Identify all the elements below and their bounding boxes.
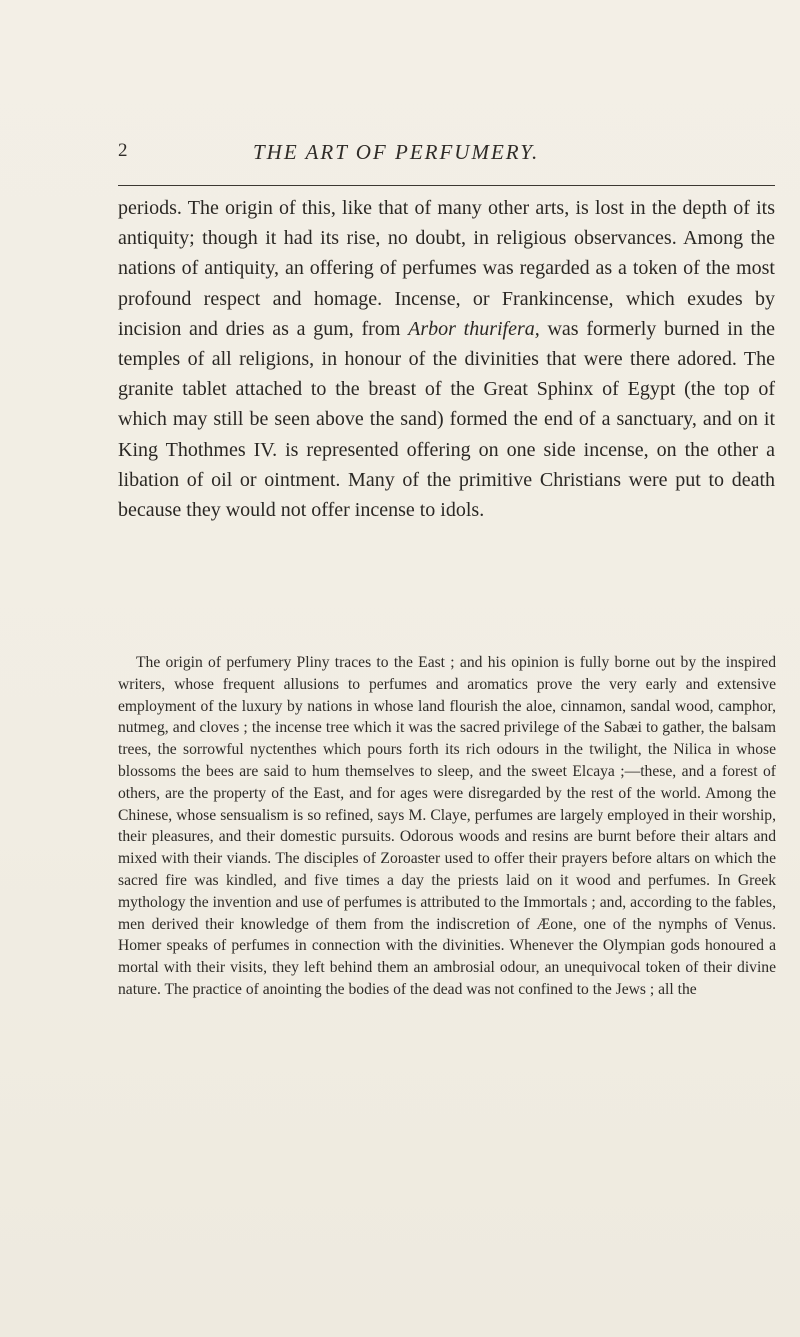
page-number: 2 bbox=[118, 140, 128, 161]
paragraph-main-italic: Arbor thurifera, bbox=[408, 317, 540, 340]
running-head bbox=[118, 140, 773, 170]
secondary-text-block bbox=[118, 652, 776, 1001]
main-text-block bbox=[118, 193, 775, 525]
paragraph-secondary: The origin of perfumery Pliny traces to the East ; and his opinion is fully borne out by the inspired writers, whose frequent allusions to perfumes and aromatics prove the very early and extensive employment of the luxury by nations in whose land flourish the aloe, cinnamon, sandal wood, camphor, nutmeg, and cloves ; the incense tree which it was the sacred privilege of the Sabæi to gather, the balsam trees, the sorrowful nyctenthes which pours forth its rich odours in the twilight, the Nilica in whose blossoms the bees are said to hum themselves to sleep, and the sweet Elcaya ;—these, and a forest of others, are the property of the East, and for ages were disregarded by the rest of the world. Among the Chinese, whose sensualism is so refined, says M. Claye, perfumes are largely employed in their worship, their pleasures, and their domestic pursuits. Odorous woods and resins are burnt before their altars and mixed with their viands. The disciples of Zoroaster used to offer their prayers before altars on which the sacred fire was kindled, and five times a day the priests laid on it wood and perfumes. In Greek mythology the invention and use of perfumes is attributed to the Immortals ; and, according to the fables, men derived their knowledge of them from the indiscretion of Æone, one of the nymphs of Venus. Homer speaks of perfumes in connection with the divinities. Whenever the Olympian gods honoured a mortal with their visits, they left behind them an ambrosial odour, an unequivocal token of their divine nature. The practice of anointing the bodies of the dead was not confined to the Jews ; all the bbox=[118, 654, 776, 998]
running-title: THE ART OF PERFUMERY. bbox=[253, 140, 540, 164]
paragraph-main-part1: periods. The origin of this, like that of many other arts, is lost in the depth of its antiquity; though it had its rise, no doubt, in religious observances. Among the nations of antiquity, an offering of perfumes was regarded as a token of the most profound respect and homage. Incense, or Frankincense, which exudes by incision and dries as a gum, from bbox=[118, 197, 775, 340]
paragraph-main-part2: was formerly burned in the temples of all religions, in honour of the divinities that were there adored. The granite tablet attached to the breast of the Great Sphinx of Egypt (the top of which may still be seen above the sand) formed the end of a sanctuary, and on it King Thothmes IV. is represented offering on one side incense, on the other a libation of oil or ointment. Many of the primitive Christians were put to death because they would not offer incense to idols. bbox=[118, 317, 775, 522]
paragraph-main bbox=[118, 193, 775, 525]
header-rule bbox=[118, 185, 775, 186]
